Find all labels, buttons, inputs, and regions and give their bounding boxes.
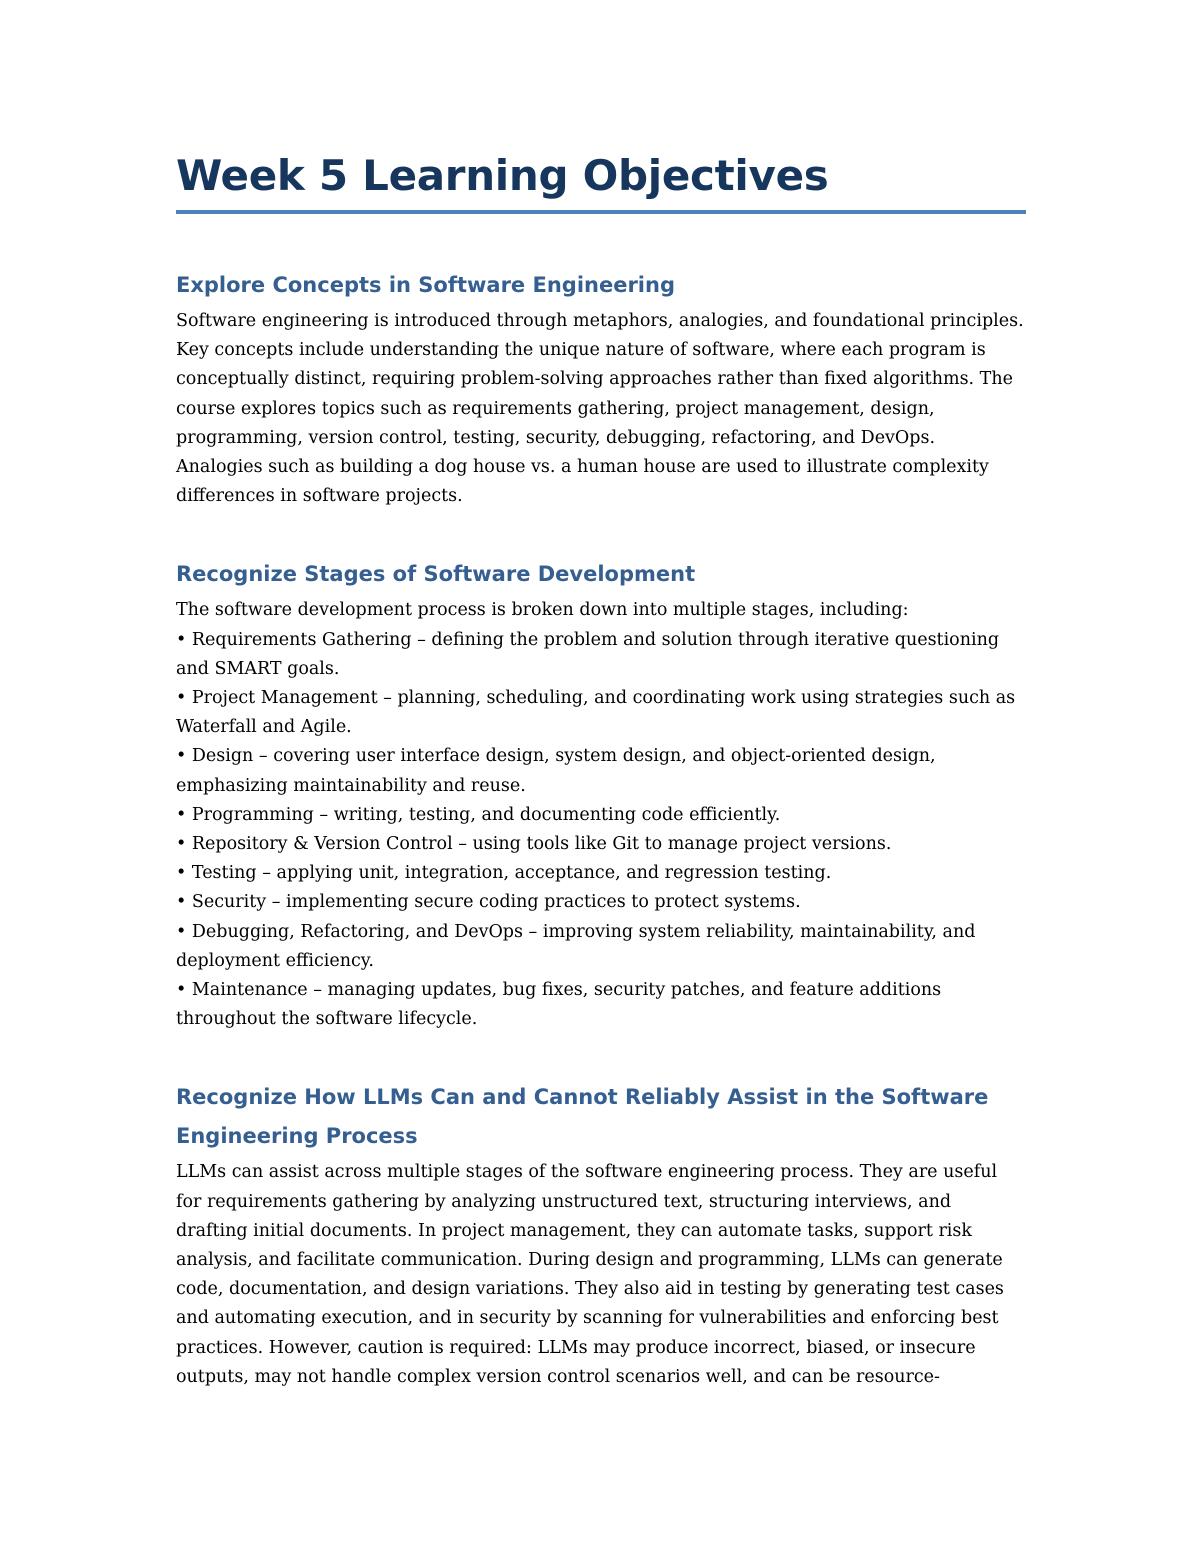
list-item: • Repository & Version Control – using tools like Git to manage project versions.: [176, 834, 892, 855]
list-item: • Requirements Gathering – defining the problem and solution through iterative questioning and SMART goals.: [176, 629, 1000, 679]
list-item: • Security – implementing secure coding practices to protect systems.: [176, 892, 801, 913]
page-title: Week 5 Learning Objectives: [176, 151, 829, 200]
list-item: • Project Management – planning, scheduling, and coordinating work using strategies such as Waterfall and Agile.: [176, 688, 1016, 738]
list-item: • Programming – writing, testing, and documenting code efficiently.: [176, 804, 781, 825]
title-underline: [176, 210, 1026, 214]
section-heading: Explore Concepts in Software Engineering: [176, 273, 675, 297]
section-explore-concepts: [176, 266, 1026, 511]
section-heading: Recognize Stages of Software Development: [176, 562, 696, 587]
list-item: • Debugging, Refactoring, and DevOps – improving system reliability, maintainability, and deployment efficiency.: [176, 921, 976, 971]
list-item: • Design – covering user interface design, system design, and object-oriented design, emphasizing maintainability and reuse.: [176, 746, 936, 796]
section-intro: The software development process is broken down into multiple stages, including:: [176, 600, 909, 621]
section-paragraph: LLMs can assist across multiple stages of the software engineering process. They are useful for requirements gathering by analyzing unstructured text, structuring interviews, and drafting initial documents. In project management, they can automate tasks, support risk analysis, and facilitate communication. During design and programming, LLMs can generate code, documentation, and design variations. They also aid in testing by generating test cases and automating execution, and in security by scanning for vulnerabilities and enforcing best practices. However, caution is required: LLMs may produce incorrect, biased, or insecure outputs, may not handle complex version control scenarios well, and can be resource-: [176, 1162, 1004, 1387]
section-stages: [176, 555, 1026, 1034]
document-body: [176, 148, 1026, 1436]
stage-list: [176, 626, 1026, 1035]
list-item: • Testing – applying unit, integration, acceptance, and regression testing.: [176, 863, 832, 884]
section-llms: [176, 1078, 1026, 1392]
section-heading: Recognize How LLMs Can and Cannot Reliably Assist in the Software Engineering Process: [176, 1085, 989, 1149]
list-item: • Maintenance – managing updates, bug fixes, security patches, and feature additions throughout the software lifecycle.: [176, 980, 942, 1030]
section-paragraph: Software engineering is introduced through metaphors, analogies, and foundational principles. Key concepts include understanding the unique nature of software, where each program is conceptually distinct, requiring problem-solving approaches rather than fixed algorithms. The course explores topics such as requirements gathering, project management, design, programming, version control, testing, security, debugging, refactoring, and DevOps. Analogies such as building a dog house vs. a human house are used to illustrate complexity differences in software projects.: [176, 311, 1024, 507]
